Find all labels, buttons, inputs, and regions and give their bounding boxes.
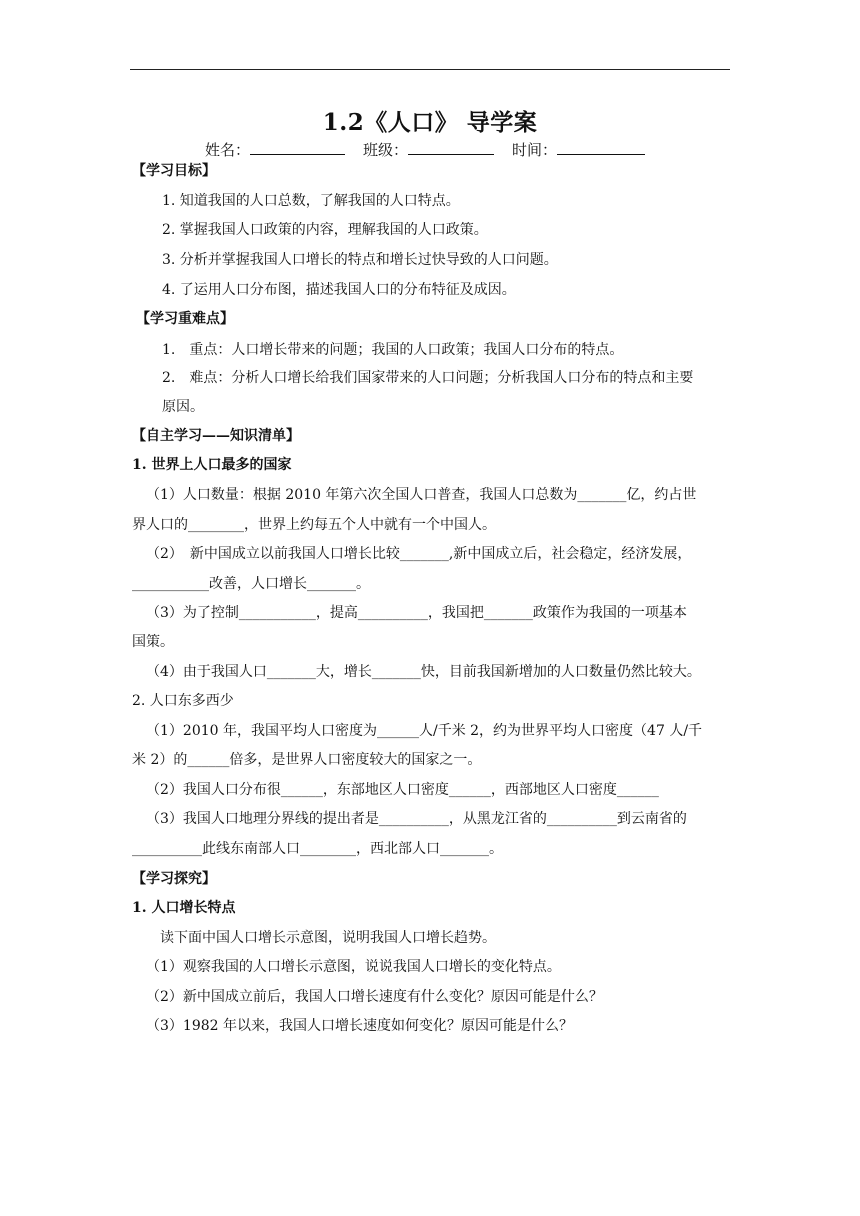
section-title: 1. 世界上人口最多的国家 [132,457,292,473]
time-blank[interactable] [557,140,645,155]
self-study-line: （1）2010 年，我国平均人口密度为______人/千米 2，约为世界平均人口密度（47 人/千 [146,723,703,739]
objective-item: 4. 了运用人口分布图，描述我国人口的分布特征及成因。 [162,282,516,298]
self-study-line: （3）我国人口地理分界线的提出者是__________，从黑龙江省的__________到云南省的 [146,811,687,827]
self-study-line: 国策。 [132,634,174,650]
time-label: 时间： [512,141,558,159]
name-label: 姓名： [205,141,251,159]
section-title: 2. 人口东多西少 [132,693,234,709]
self-study-line: （2）我国人口分布很______，东部地区人口密度______，西部地区人口密度______ [146,782,659,798]
student-info-fields [205,140,645,160]
inquiry-line: （3）1982 年以来，我国人口增长速度如何变化？原因可能是什么？ [146,1018,573,1034]
objective-item: 2. 掌握我国人口政策的内容，理解我国的人口政策。 [162,222,488,238]
self-study-line: （3）为了控制___________，提高__________，我国把_______政策作为我国的一项基本 [146,605,687,621]
section-title: 1. 人口增长特点 [132,900,236,916]
key-point-item-continued: 原因。 [162,399,204,415]
objective-item: 3. 分析并掌握我国人口增长的特点和增长过快导致的人口问题。 [162,252,558,268]
name-blank[interactable] [250,140,345,155]
self-study-line: （2） 新中国成立以前我国人口增长比较_______,新中国成立后，社会稳定，经济发展， [146,546,692,562]
self-study-line: （1）人口数量：根据 2010 年第六次全国人口普查，我国人口总数为_______亿，约占世 [146,487,697,503]
inquiry-heading: 【学习探究】 [132,871,216,887]
header-rule [130,69,730,70]
page-title: 1.2《人口》 导学案 [322,109,538,136]
self-study-line: __________此线东南部人口________，西北部人口_______。 [132,841,503,857]
inquiry-line: （1）观察我国的人口增长示意图，说说我国人口增长的变化特点。 [146,959,561,975]
self-study-line: 米 2）的______倍多，是世界人口密度较大的国家之一。 [132,752,482,768]
key-points-heading: 【学习重难点】 [136,311,234,327]
class-blank[interactable] [408,140,494,155]
self-study-line: （4）由于我国人口_______大，增长_______快，目前我国新增加的人口数量仍然比较大。 [146,664,701,680]
objectives-heading: 【学习目标】 [132,163,216,179]
self-study-heading: 【自主学习——知识清单】 [132,428,300,444]
self-study-line: ___________改善，人口增长_______。 [132,576,370,592]
objective-item: 1. 知道我国的人口总数，了解我国的人口特点。 [162,193,460,209]
key-point-item: 2. 难点：分析人口增长给我们国家带来的人口问题；分析我国人口分布的特点和主要 [162,370,694,386]
class-label: 班级： [363,141,409,159]
self-study-line: 界人口的________，世界上约每五个人中就有一个中国人。 [132,517,496,533]
key-point-item: 1. 重点：人口增长带来的问题；我国的人口政策；我国人口分布的特点。 [162,342,624,358]
inquiry-line: 读下面中国人口增长示意图，说明我国人口增长趋势。 [160,930,496,946]
inquiry-line: （2）新中国成立前后，我国人口增长速度有什么变化？原因可能是什么？ [146,989,603,1005]
